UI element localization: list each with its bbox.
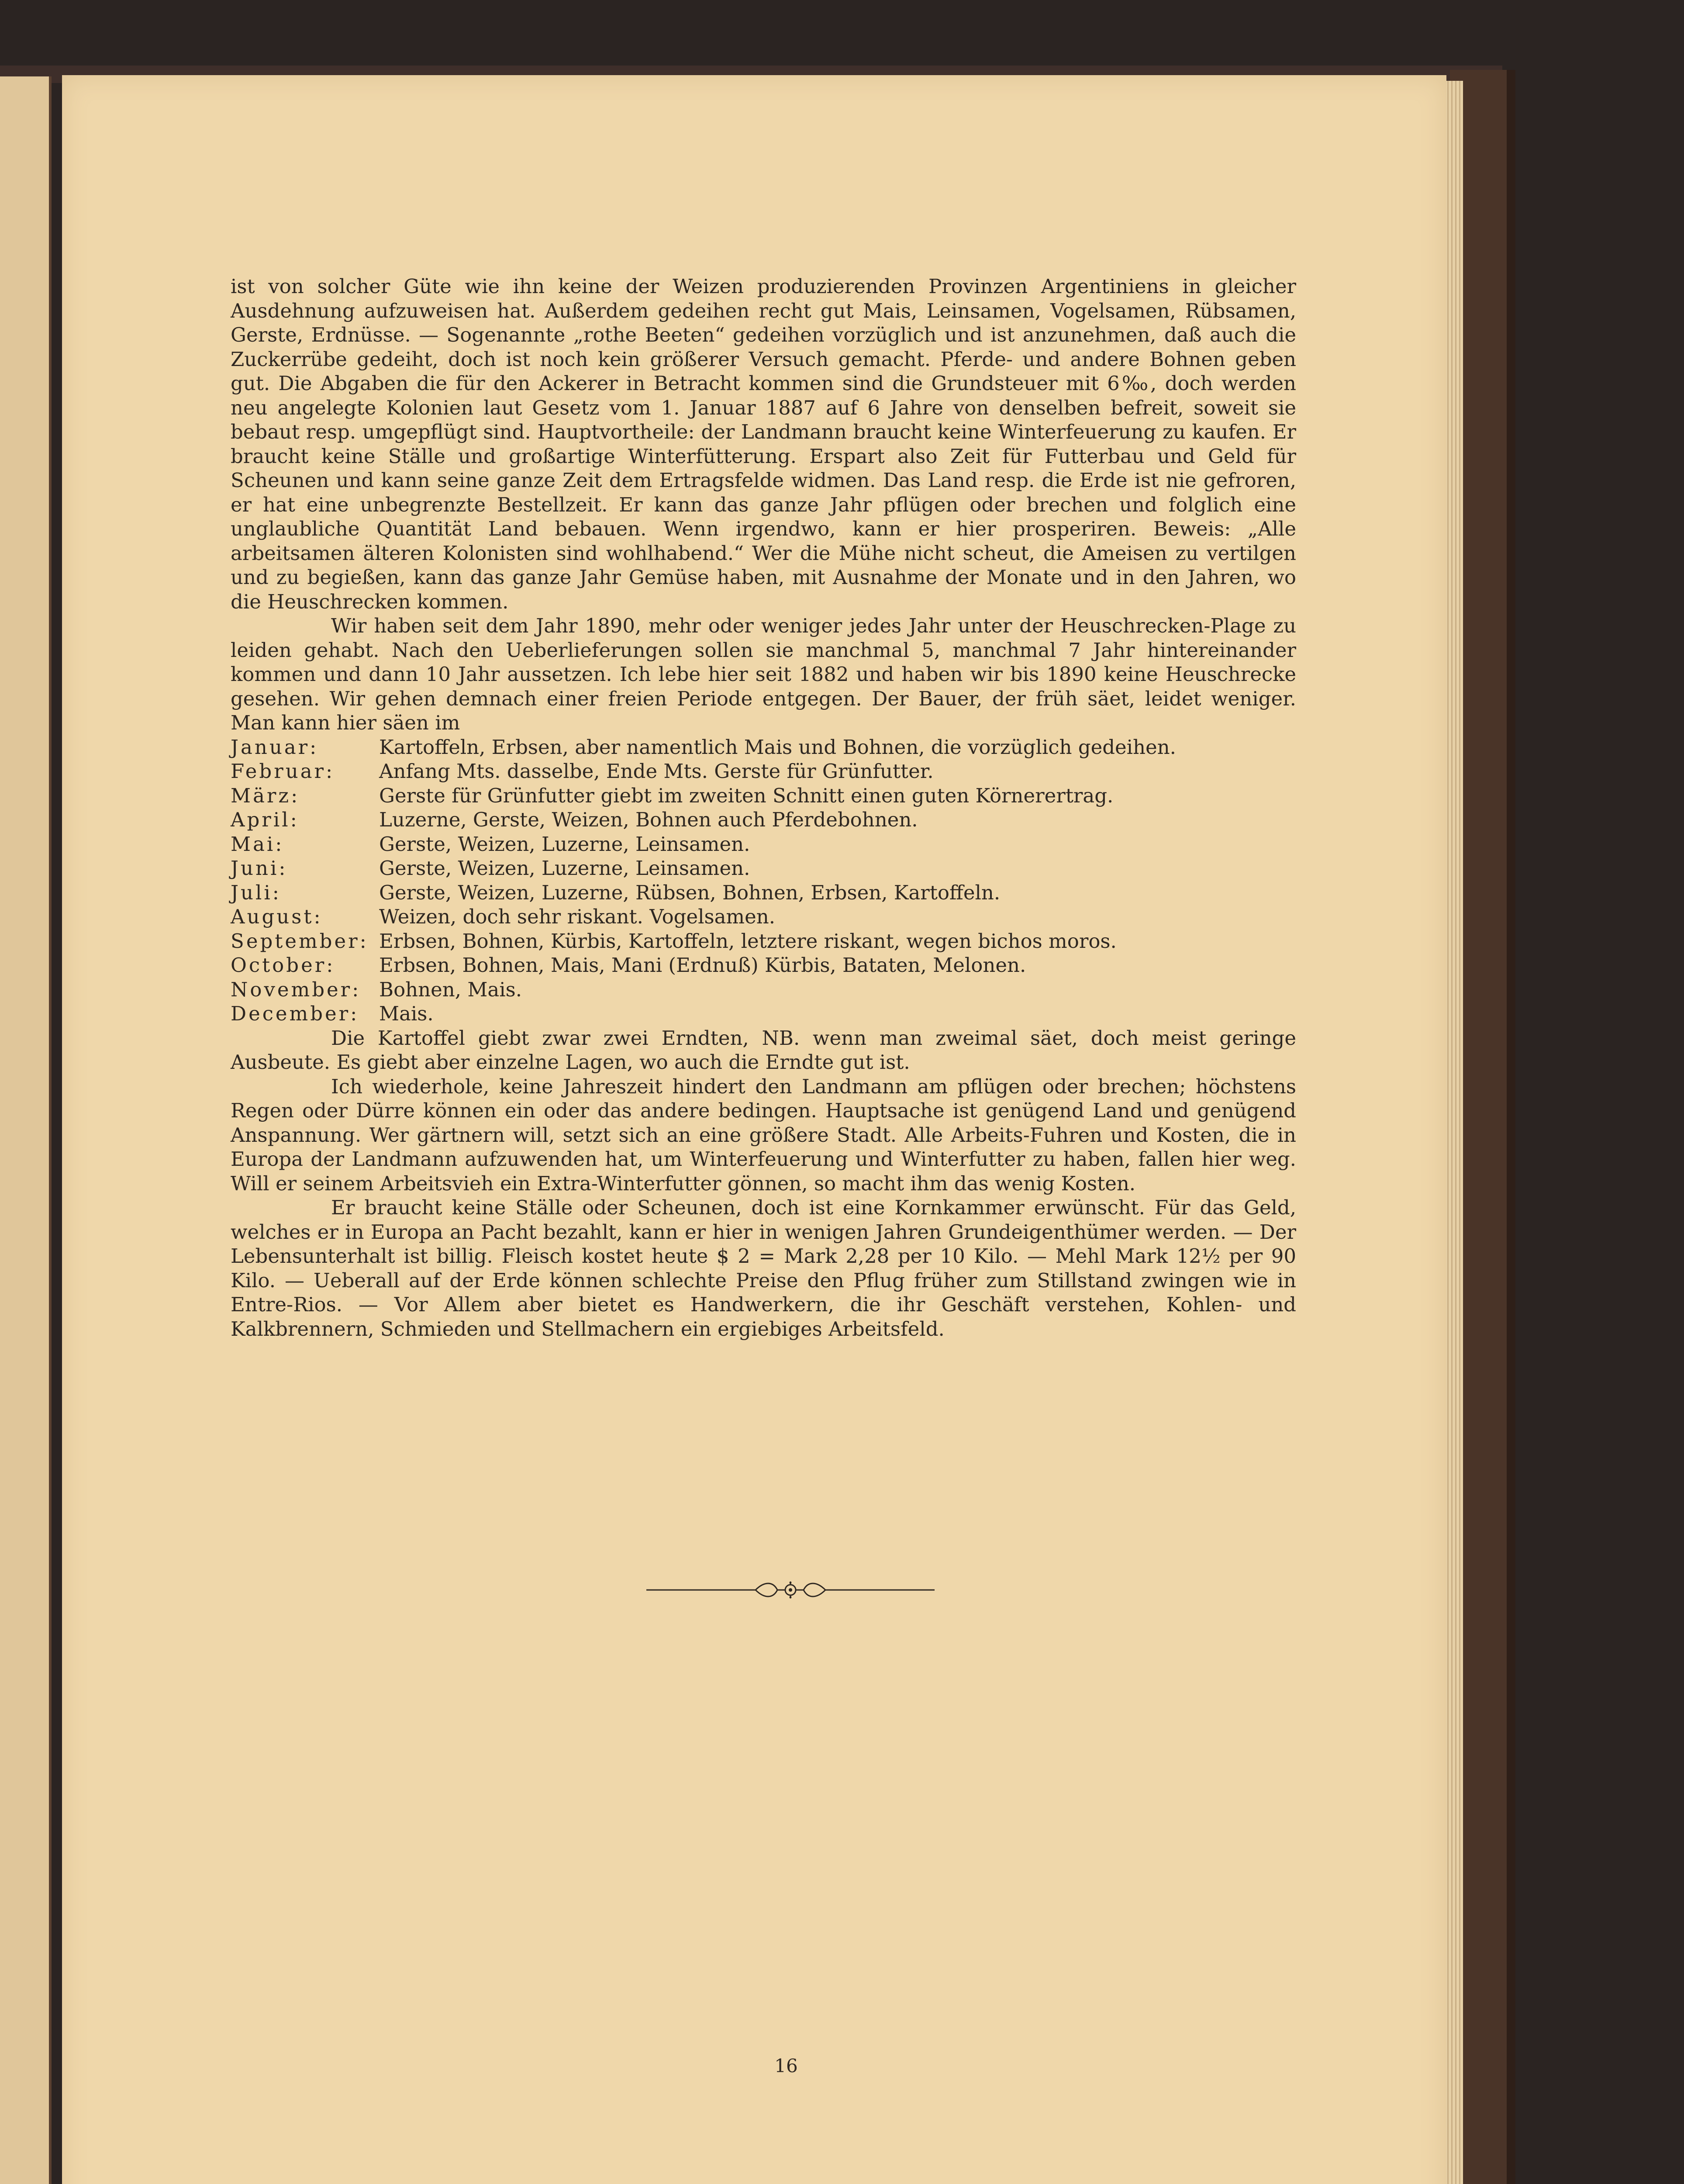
- calendar-month: Mai:: [231, 832, 284, 856]
- calendar-crops: Anfang Mts. dasselbe, Ende Mts. Gerste für Grünfutter.: [379, 760, 934, 783]
- calendar-row: [231, 978, 1296, 1002]
- calendar-crops: Luzerne, Gerste, Weizen, Bohnen auch Pferdebohnen.: [379, 808, 918, 831]
- calendar-crops: Erbsen, Bohnen, Kürbis, Kartoffeln, letztere riskant, wegen bichos moros.: [379, 929, 1117, 953]
- page-text: [231, 274, 1296, 1341]
- calendar-row: [231, 856, 1296, 881]
- calendar-month: December:: [231, 1002, 359, 1025]
- paragraph-5: Er braucht keine Ställe oder Scheunen, doch ist eine Kornkammer erwünscht. Für das Geld, welches er in Europa an Pacht bezahlt, kann er hier in wenigen Jahren Grundeigenthümer werden. — Der Lebensunterhalt ist billig. Fleisch kostet heute $ 2 = Mark 2,28 per 10 Kilo. — Mehl Mark 12½ per 90 Kilo. — Ueberall auf der Erde können schlechte Preise den Pflug früher zum Stillstand zwingen wie in Entre-Rios. — Vor Allem aber bietet es Handwerkern, die ihr Geschäft verstehen, Kohlen- und Kalkbrennern, Schmieden und Stellmachern ein ergiebiges Arbeitsfeld.: [231, 1196, 1296, 1341]
- calendar-month: März:: [231, 784, 300, 807]
- calendar-row: [231, 929, 1296, 954]
- calendar-month: October:: [231, 954, 335, 977]
- page-number: 16: [774, 2055, 798, 2077]
- calendar-month: November:: [231, 978, 361, 1001]
- calendar-crops: Bohnen, Mais.: [379, 978, 522, 1001]
- calendar-crops: Erbsen, Bohnen, Mais, Mani (Erdnuß) Kürbis, Bataten, Melonen.: [379, 954, 1026, 977]
- calendar-crops: Mais.: [379, 1002, 434, 1025]
- calendar-row: [231, 1002, 1296, 1026]
- calendar-row: [231, 953, 1296, 978]
- calendar-crops: Gerste, Weizen, Luzerne, Leinsamen.: [379, 832, 750, 856]
- calendar-month: Juni:: [231, 857, 288, 880]
- paragraph-3: Die Kartoffel giebt zwar zwei Erndten, NB. wenn man zweimal säet, doch meist geringe Ausbeute. Es giebt aber einzelne Lagen, wo auch die Erndte gut ist.: [231, 1026, 1296, 1074]
- sowing-calendar: [231, 735, 1296, 1026]
- calendar-crops: Gerste für Grünfutter giebt im zweiten Schnitt einen guten Körnerertrag.: [379, 784, 1114, 807]
- calendar-row: [231, 881, 1296, 905]
- calendar-month: Juli:: [231, 881, 281, 904]
- paragraph-1: ist von solcher Güte wie ihn keine der Weizen produzierenden Provinzen Argentiniens in gleicher Ausdehnung aufzuweisen hat. Außerdem gedeihen recht gut Mais, Leinsamen, Vogelsamen, Rübsamen, Gerste, Erdnüsse. — Sogenannte „rothe Beeten“ gedeihen vorzüglich und ist anzunehmen, daß auch die Zuckerrübe gedeiht, doch ist noch kein größerer Versuch gemacht. Pferde- und andere Bohnen geben gut. Die Abgaben die für den Ackerer in Betracht kommen sind die Grundsteuer mit 6‰, doch werden neu angelegte Kolonien laut Gesetz vom 1. Januar 1887 auf 6 Jahre von denselben befreit, soweit sie bebaut resp. umgepflügt sind. Hauptvortheile: der Landmann braucht keine Winterfeuerung zu kaufen. Er braucht keine Ställe und großartige Winterfütterung. Erspart also Zeit für Futterbau und Geld für Scheunen und kann seine ganze Zeit dem Ertragsfelde widmen. Das Land resp. die Erde ist nie gefroren, er hat eine unbegrenzte Bestellzeit. Er kann das ganze Jahr pflügen oder brechen und folglich eine unglaubliche Quantität Land bebauen. Wenn irgendwo, kann er hier prosperiren. Beweis: „Alle arbeitsamen älteren Kolonisten sind wohlhabend.“ Wer die Mühe nicht scheut, die Ameisen zu vertilgen und zu begießen, kann das ganze Jahr Gemüse haben, mit Ausnahme der Monate und in den Jahren, wo die Heuschrecken kommen.: [231, 275, 1296, 613]
- calendar-row: [231, 808, 1296, 832]
- paragraph-2: Wir haben seit dem Jahr 1890, mehr oder weniger jedes Jahr unter der Heuschrecken-Plage zu leiden gehabt. Nach den Ueberlieferungen sollen sie manchmal 5, manchmal 7 Jahr hintereinander kommen und dann 10 Jahr aussetzen. Ich lebe hier seit 1882 und haben wir bis 1890 keine Heuschrecke gesehen. Wir gehen demnach einer freien Periode entgegen. Der Bauer, der früh säet, leidet weniger. Man kann hier säen im: [231, 614, 1296, 734]
- calendar-month: Februar:: [231, 760, 335, 783]
- calendar-row: [231, 759, 1296, 784]
- calendar-month: August:: [231, 905, 323, 928]
- calendar-crops: Gerste, Weizen, Luzerne, Leinsamen.: [379, 857, 750, 880]
- fleuron-divider-icon: [646, 1577, 935, 1603]
- calendar-month: September:: [231, 929, 369, 953]
- calendar-month: April:: [231, 808, 299, 831]
- paragraph-4: Ich wiederhole, keine Jahreszeit hindert den Landmann am pflügen oder brechen; höchstens Regen oder Dürre können ein oder das andere bedingen. Hauptsache ist genügend Land und genügend Anspannung. Wer gärtnern will, setzt sich an eine größere Stadt. Alle Arbeits-Fuhren und Kosten, die in Europa der Landmann aufzuwenden hat, um Winterfeuerung und Winterfutter zu haben, fallen hier weg. Will er seinem Arbeitsvieh ein Extra-Winterfutter gönnen, so macht ihm das wenig Kosten.: [231, 1075, 1296, 1195]
- calendar-crops: Kartoffeln, Erbsen, aber namentlich Mais und Bohnen, die vorzüglich gedeihen.: [379, 735, 1176, 759]
- calendar-month: Januar:: [231, 735, 319, 759]
- calendar-row: [231, 735, 1296, 760]
- calendar-row: [231, 905, 1296, 929]
- calendar-row: [231, 832, 1296, 857]
- left-page-edge: [0, 76, 52, 2184]
- calendar-crops: Weizen, doch sehr riskant. Vogelsamen.: [379, 905, 776, 928]
- calendar-crops: Gerste, Weizen, Luzerne, Rübsen, Bohnen, Erbsen, Kartoffeln.: [379, 881, 1001, 904]
- calendar-row: [231, 784, 1296, 808]
